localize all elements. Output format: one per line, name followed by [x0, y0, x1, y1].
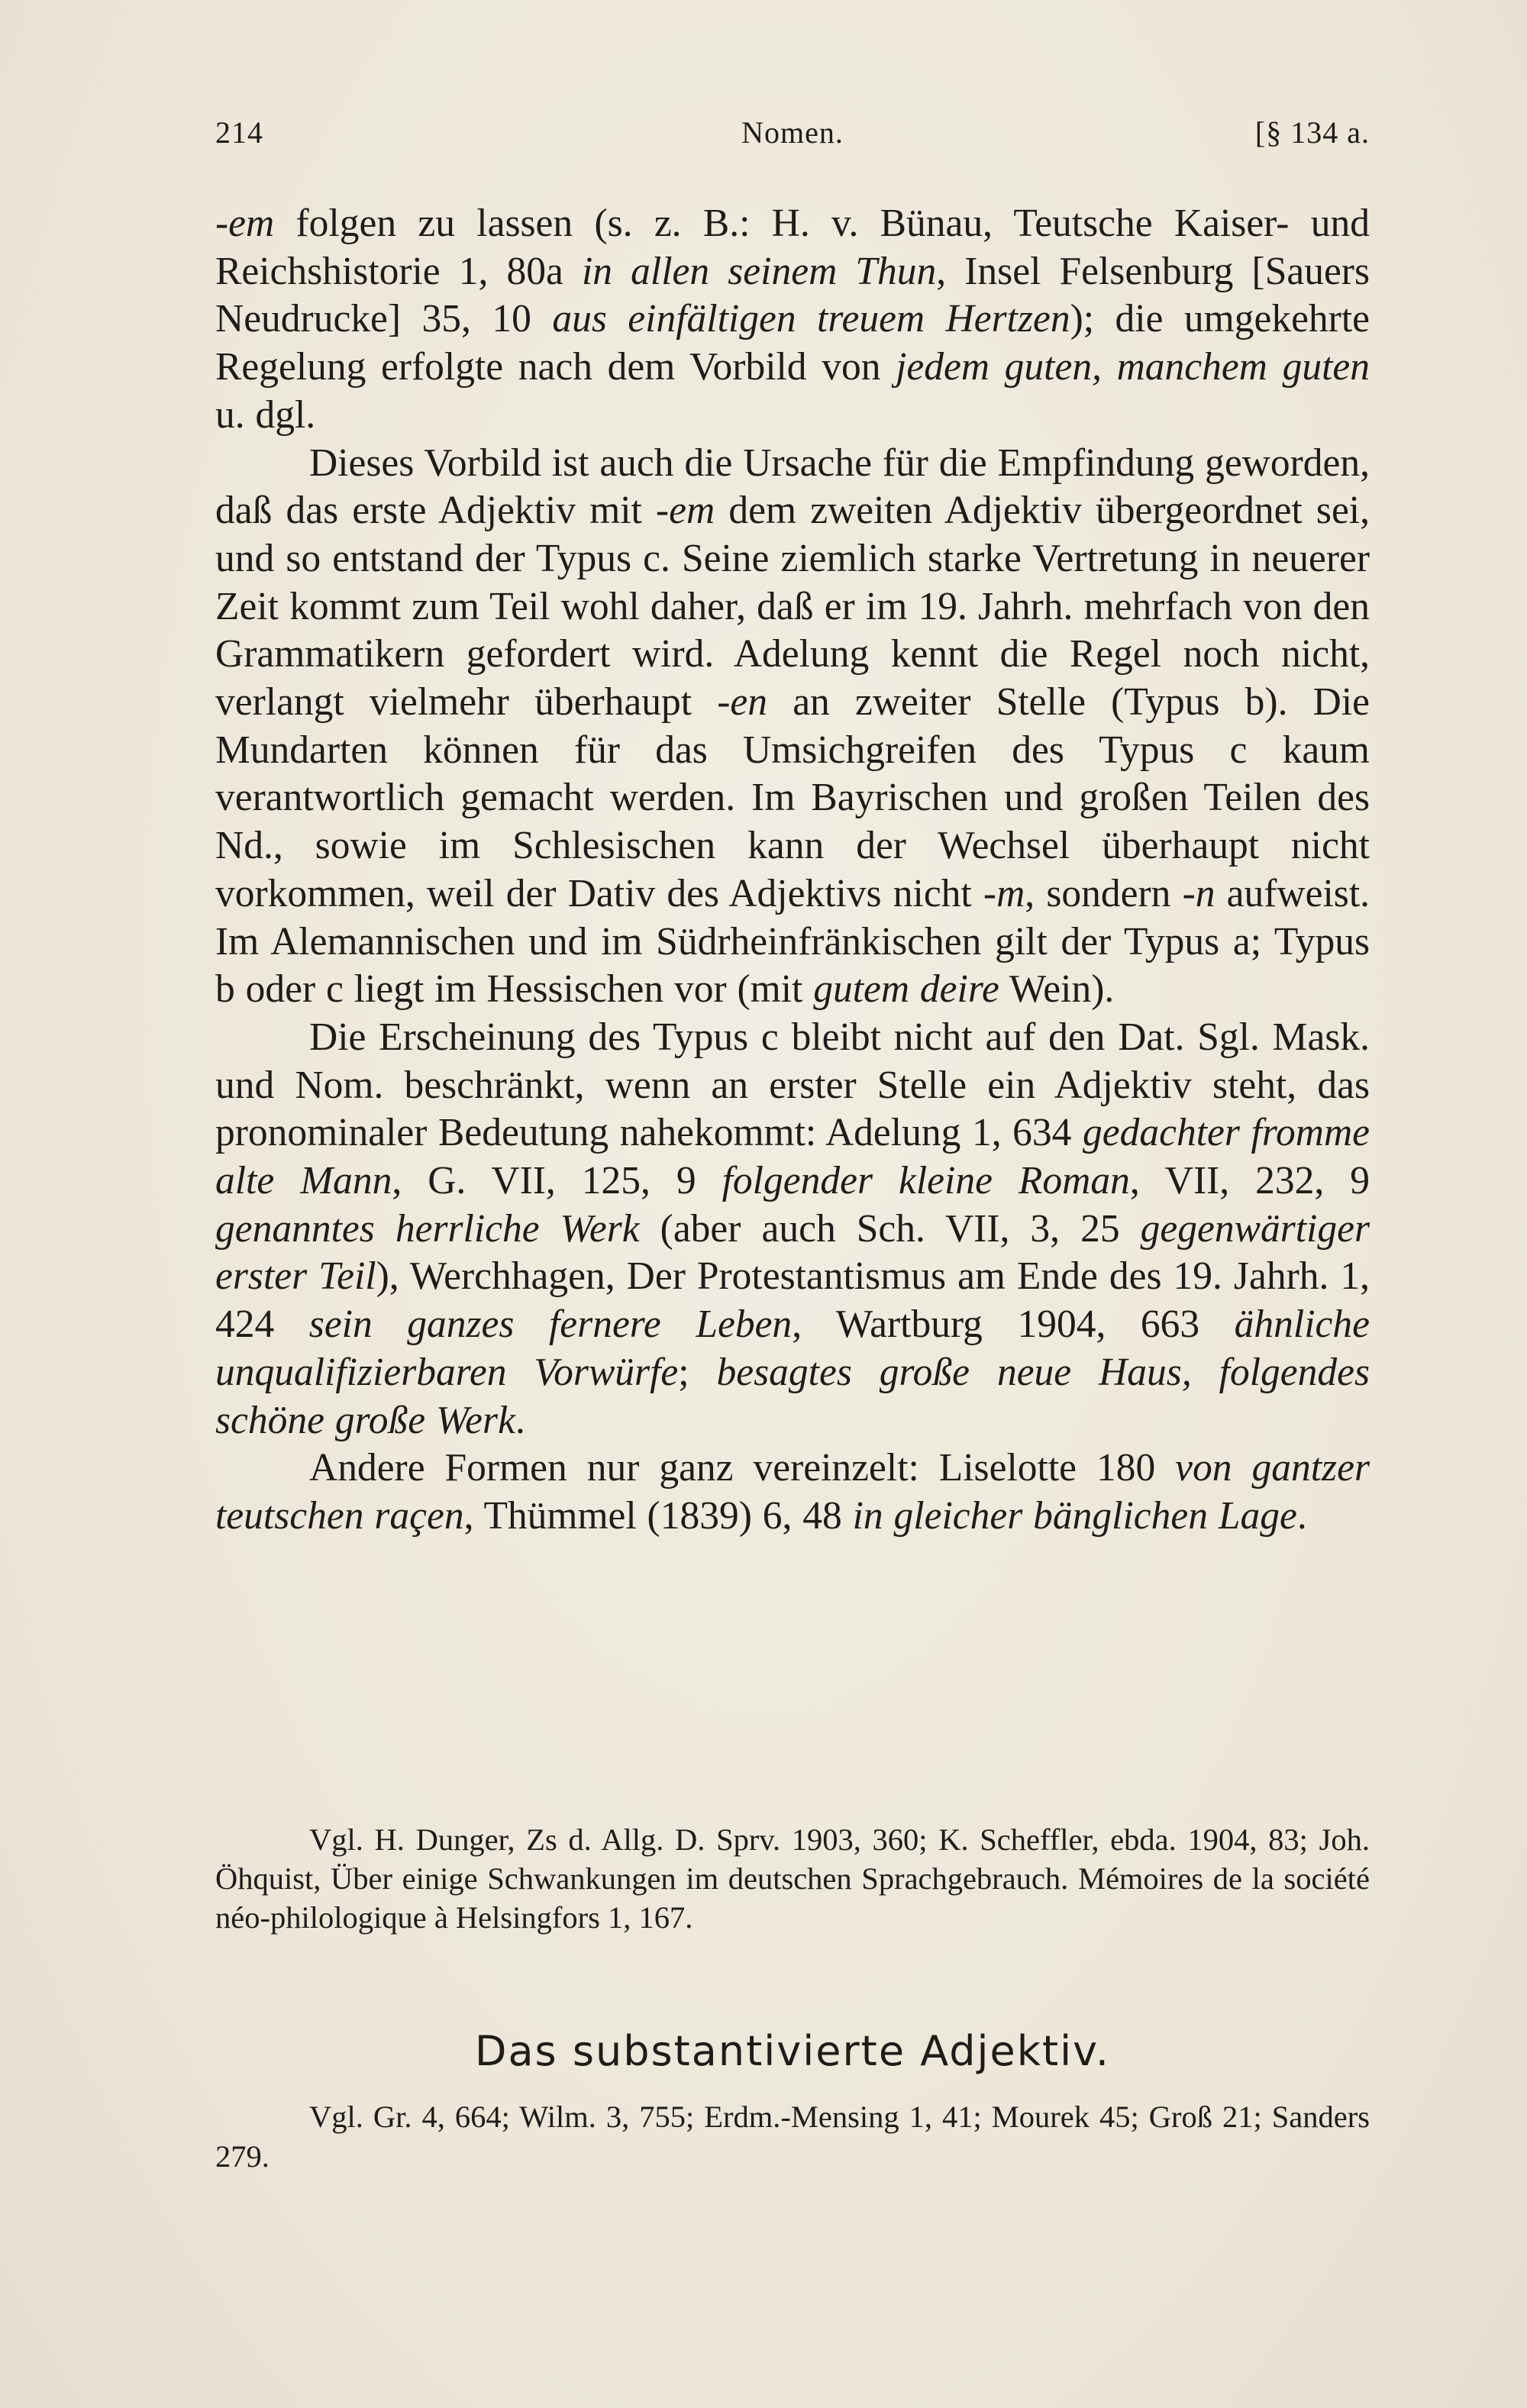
italic-run: en: [730, 680, 768, 725]
text-run: -: [215, 202, 229, 245]
italic-run: gedachter fromme alte Mann: [215, 1111, 1370, 1203]
italic-run: besagtes große neue Haus, folgendes schöne große Werk: [215, 1350, 1370, 1442]
text-run: Dieses Vorbild ist auch die Ursache für die Empfindung geworden, daß das erste Adjektiv mit -: [215, 441, 1370, 533]
text-run: aufweist. Im Alemannischen und im Südrheinfränkischen gilt der Typus a; Typus b oder c liegt im Hessischen vor (mit: [215, 871, 1370, 1012]
text-run: u. dgl.: [215, 392, 316, 437]
text-run: , VII, 232, 9: [1129, 1159, 1370, 1203]
text-run: Andere Formen nur ganz vereinzelt: Liselotte 180: [309, 1446, 1176, 1490]
text-run: , G. VII, 125, 9: [392, 1159, 722, 1203]
body-text: [215, 200, 1370, 1541]
section-heading: Das substantivierte Adjektiv.: [474, 2027, 1111, 2075]
section-references: Vgl. Gr. 4, 664; Wilm. 3, 755; Erdm.-Mensing 1, 41; Mourek 45; Groß 21; Sanders 279.: [215, 2100, 1370, 2174]
paragraph-1: [215, 200, 1370, 440]
running-header: [215, 115, 1370, 157]
text-run: , sondern -: [1025, 871, 1196, 915]
italic-run: folgender kleine Roman: [722, 1159, 1130, 1203]
italic-run: gutem deire: [813, 967, 999, 1012]
italic-run: gegenwärtiger erster Teil: [215, 1206, 1370, 1299]
text-run: , Insel Felsenburg [Sauers Neudrucke] 35, 10: [215, 249, 1370, 341]
paragraph-2: [215, 440, 1370, 1014]
literature-note: Vgl. H. Dunger, Zs d. Allg. D. Sprv. 1903, 360; K. Scheffler, ebda. 1904, 83; Joh. Öhquist, Über einige Schwankungen im deutschen Sprachgebrauch. Mémoires de la société néo-philologique à Helsingfors 1, 167.: [215, 1822, 1370, 1935]
paragraph-3: [215, 1014, 1370, 1444]
text-run: .: [1296, 1493, 1307, 1538]
italic-run: in gleicher bänglichen Lage: [852, 1493, 1297, 1538]
italic-run: von gantzer teutschen raçen: [215, 1446, 1370, 1538]
text-run: (aber auch Sch. VII, 3, 25: [639, 1206, 1141, 1251]
text-run: .: [515, 1398, 525, 1442]
text-run: ;: [678, 1350, 717, 1394]
italic-run: genanntes herrliche Werk: [215, 1206, 640, 1251]
italic-run: aus einfältigen treuem Hertzen: [552, 297, 1070, 341]
paragraph-4: [215, 1444, 1370, 1540]
text-run: Die Erscheinung des Typus c bleibt nicht auf den Dat. Sgl. Mask. und Nom. beschränkt, wenn an erster Stelle ein Adjektiv steht, das pronominaler Bedeutung nahekommt: Adelung 1, 634: [215, 1015, 1370, 1155]
text-run: ); die umgekehrte Regelung erfolgte nach dem Vorbild von: [215, 297, 1370, 389]
italic-run: ähnliche unqualifizierbaren Vorwürfe: [215, 1302, 1370, 1394]
running-title: Nomen.: [741, 115, 844, 150]
italic-run: em: [228, 202, 275, 245]
section-marker: [§ 134 a.: [1254, 115, 1370, 150]
text-run: , Wartburg 1904, 663: [792, 1302, 1235, 1347]
text-run: folgen zu lassen (s. z. B.: H. v. Bünau, Teutsche Kaiser- und Reichshistorie 1, 80a: [215, 202, 1370, 293]
italic-run: sein ganzes fernere Leben: [308, 1302, 793, 1347]
italic-run: jedem guten, manchem guten: [896, 345, 1370, 389]
page-number: 214: [215, 115, 263, 150]
text-run: ), Werchhagen, Der Protestantismus am Ende des 19. Jahrh. 1, 424: [215, 1254, 1370, 1347]
italic-run: m: [996, 871, 1025, 915]
text-run: an zweiter Stelle (Typus b). Die Mundarten können für das Umsichgreifen des Typus c kaum verantwortlich gemacht werden. Im Bayrischen und großen Teilen des Nd., sowie im Schlesischen kann der Wechsel überhaupt nicht vorkommen, weil der Dativ des Adjektivs nicht -: [215, 680, 1370, 915]
italic-run: em: [669, 489, 715, 533]
text-run: , Thümmel (1839) 6, 48: [463, 1493, 853, 1538]
text-run: Wein).: [999, 967, 1115, 1012]
italic-run: n: [1195, 871, 1215, 915]
text-run: dem zweiten Adjektiv übergeordnet sei, und so entstand der Typus c. Seine ziemlich starke Vertretung in neuerer Zeit kommt zum Teil wohl daher, daß er im 19. Jahrh. mehrfach von den Grammatikern gefordert wird. Adelung kennt die Regel noch nicht, verlangt vielmehr überhaupt -: [215, 489, 1370, 725]
italic-run: in allen seinem Thun: [581, 249, 937, 293]
